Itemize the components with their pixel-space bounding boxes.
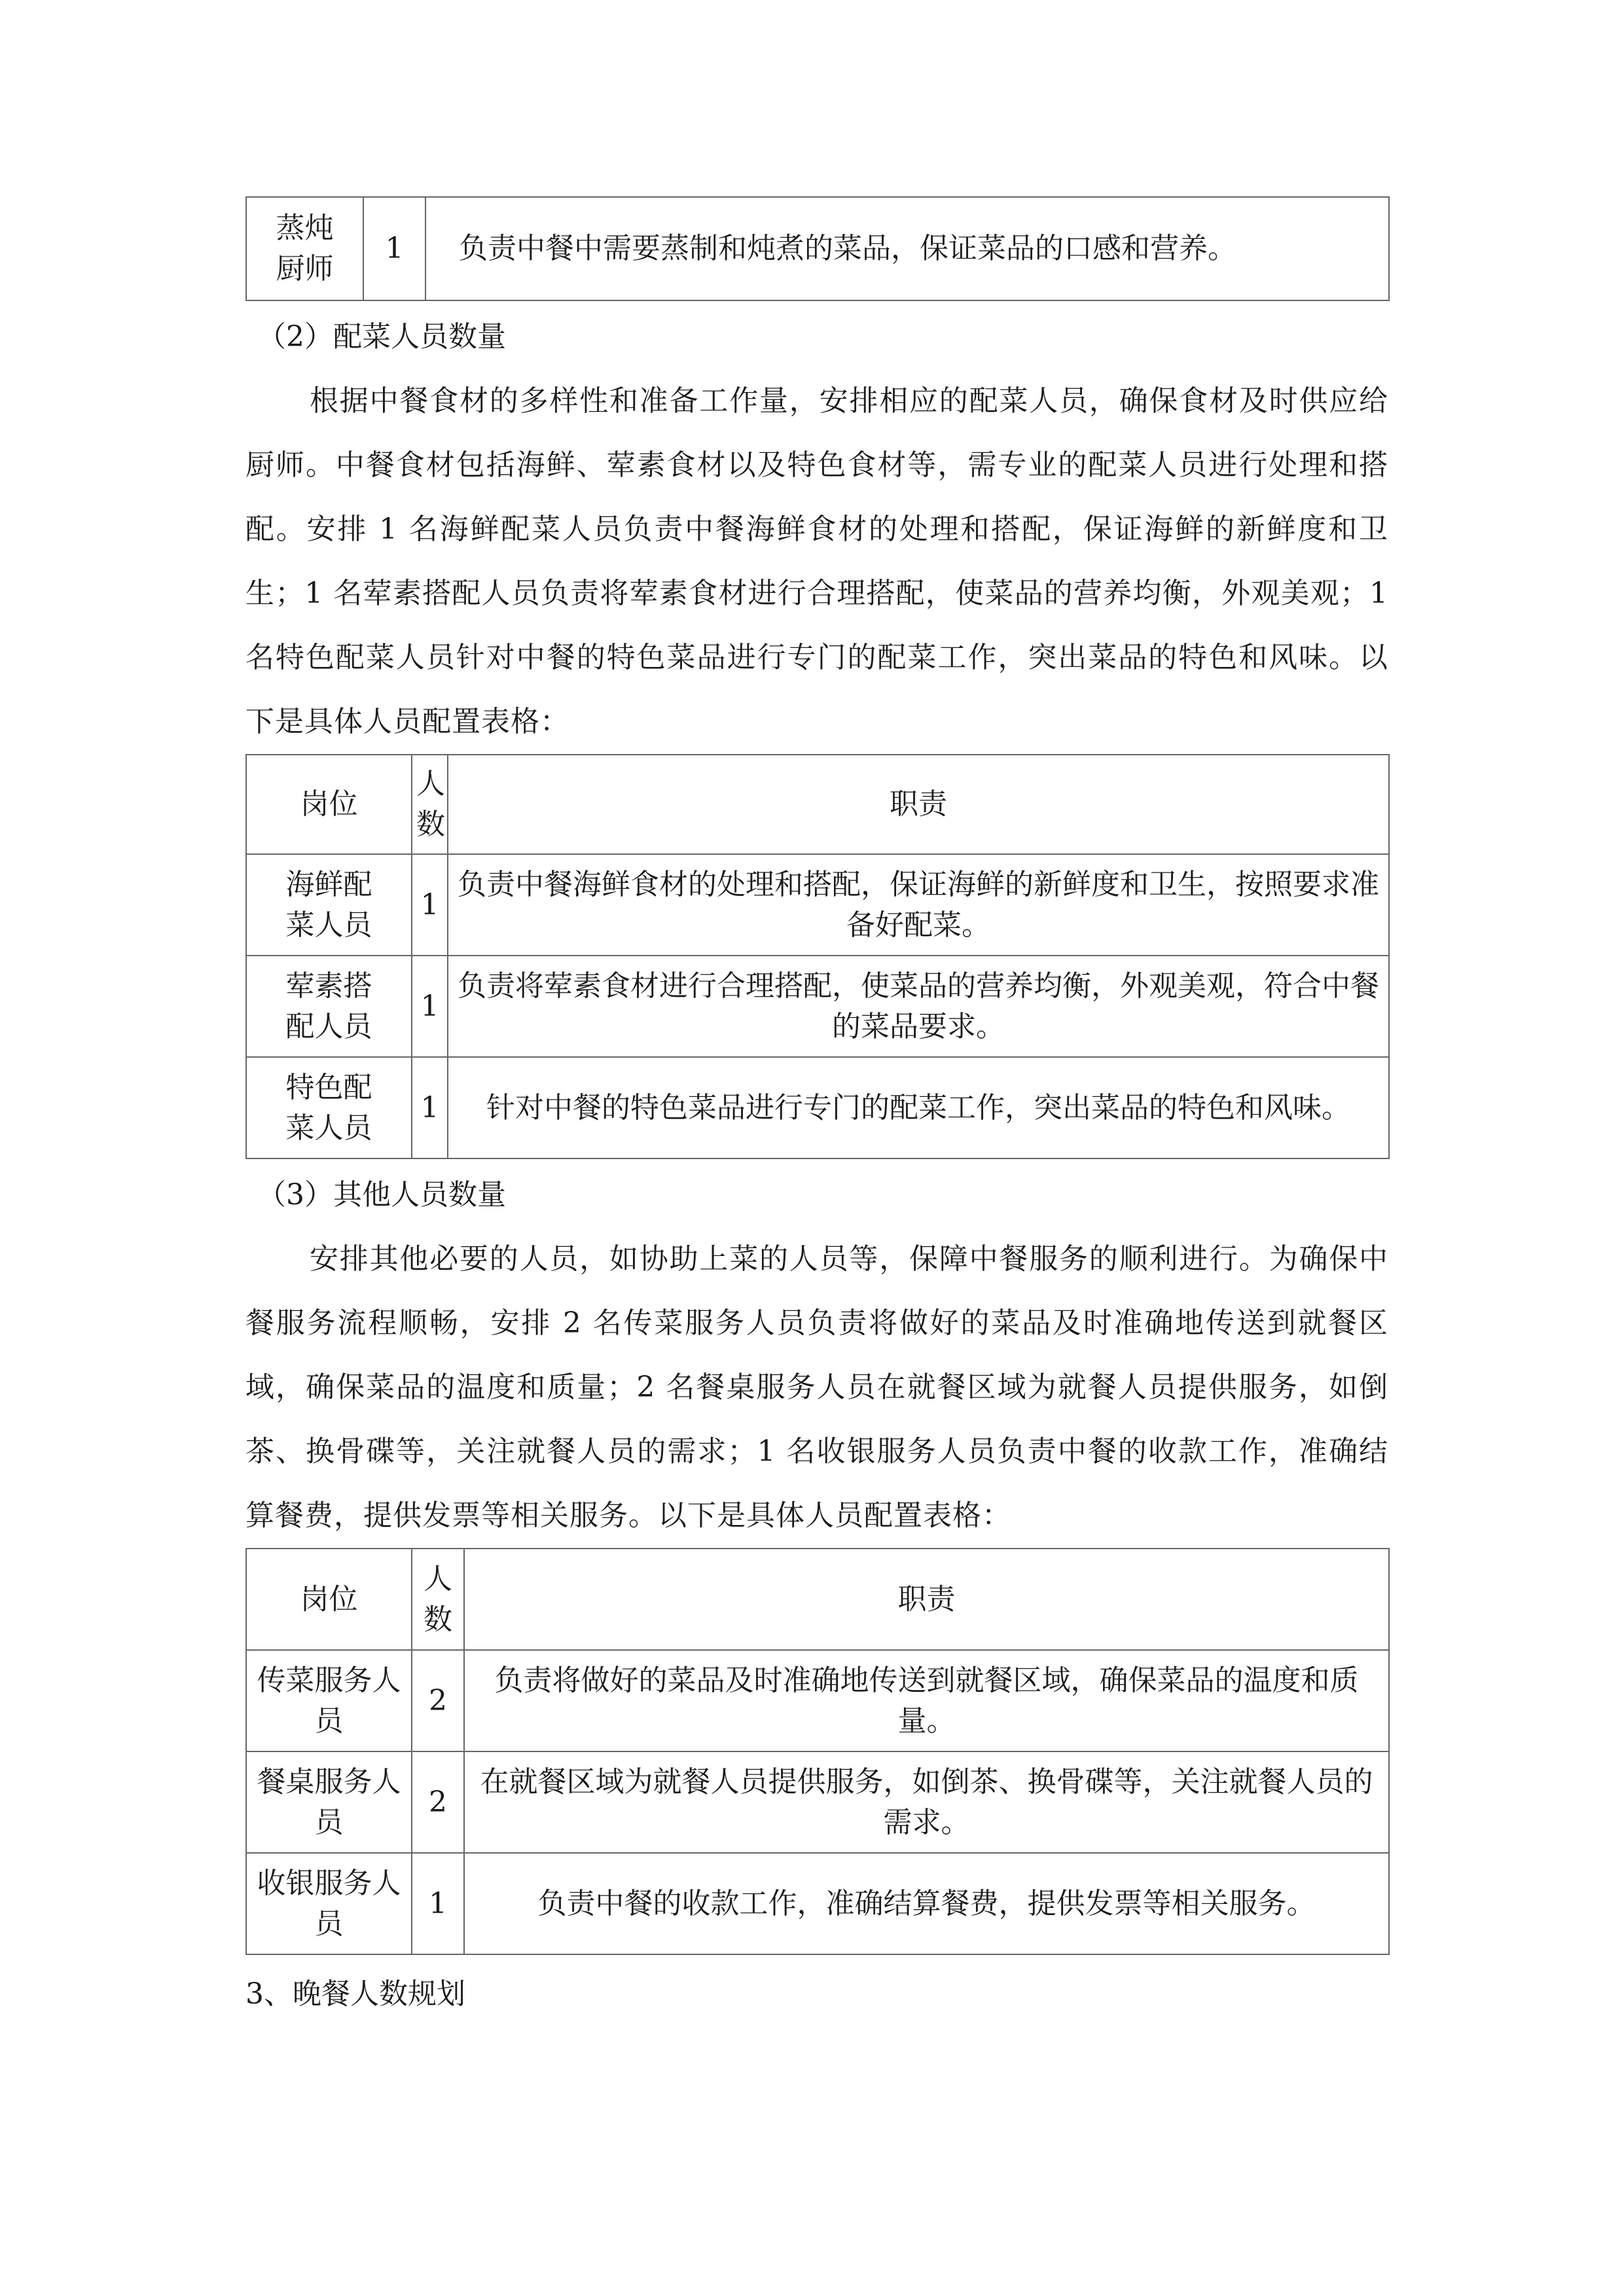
role-cell: 特色配菜人员 <box>246 1057 412 1158</box>
duty-cell: 负责中餐海鲜食材的处理和搭配，保证海鲜的新鲜度和卫生，按照要求准备好配菜。 <box>448 854 1389 956</box>
table-row <box>246 1853 1389 1954</box>
header-count: 人数 <box>412 1549 464 1650</box>
count-cell: 2 <box>412 1751 464 1853</box>
section-heading-other-staff: （3）其他人员数量 <box>257 1178 506 1211</box>
duty-cell: 负责将做好的菜品及时准确地传送到就餐区域，确保菜品的温度和质量。 <box>464 1650 1389 1751</box>
count-cell: 1 <box>412 1853 464 1954</box>
section-heading-side-dish-staff: （2）配菜人员数量 <box>257 320 506 353</box>
header-role: 岗位 <box>246 1549 412 1650</box>
header-count: 人数 <box>412 755 448 854</box>
paragraph-other-staff: 安排其他必要的人员，如协助上菜的人员等，保障中餐服务的顺利进行。为确保中餐服务流程顺畅，安排 2 名传菜服务人员负责将做好的菜品及时准确地传送到就餐区域，确保菜品的温度和质量；2 名餐桌服务人员在就餐区域为就餐人员提供服务，如倒茶、换骨碟等，关注就餐人员的需求；1 名收银服务人员负责中餐的收款工作，准确结算餐费，提供发票等相关服务。以下是具体人员配置表格： <box>245 1242 1388 1532</box>
count-cell: 1 <box>412 956 448 1057</box>
document-page <box>245 196 1388 2027</box>
section-heading-dinner-planning: 3、晚餐人数规划 <box>245 1977 465 2011</box>
table-header-row <box>246 755 1389 854</box>
duty-cell: 负责中餐的收款工作，准确结算餐费，提供发票等相关服务。 <box>464 1853 1389 1954</box>
role-cell: 蒸炖厨师 <box>246 197 363 300</box>
table-row <box>246 956 1389 1057</box>
header-duty: 职责 <box>464 1549 1389 1650</box>
count-cell: 1 <box>363 197 425 300</box>
paragraph-side-dish-staff: 根据中餐食材的多样性和准备工作量，安排相应的配菜人员，确保食材及时供应给厨师。中餐食材包括海鲜、荤素食材以及特色食材等，需专业的配菜人员进行处理和搭配。安排 1 名海鲜配菜人员负责中餐海鲜食材的处理和搭配，保证海鲜的新鲜度和卫生；1 名荤素搭配人员负责将荤素食材进行合理搭配，使菜品的营养均衡，外观美观；1 名特色配菜人员针对中餐的特色菜品进行专门的配菜工作，突出菜品的特色和风味。以下是具体人员配置表格： <box>245 384 1388 738</box>
side-dish-staff-table <box>245 754 1390 1159</box>
count-cell: 2 <box>412 1650 464 1751</box>
count-cell: 1 <box>412 1057 448 1158</box>
header-duty: 职责 <box>448 755 1389 854</box>
table-row <box>246 1057 1389 1158</box>
role-cell: 收银服务人员 <box>246 1853 412 1954</box>
role-cell: 荤素搭配人员 <box>246 956 412 1057</box>
table-header-row <box>246 1549 1389 1650</box>
table-row <box>246 1751 1389 1853</box>
duty-cell: 针对中餐的特色菜品进行专门的配菜工作，突出菜品的特色和风味。 <box>448 1057 1389 1158</box>
duty-cell: 负责中餐中需要蒸制和炖煮的菜品，保证菜品的口感和营养。 <box>425 197 1389 300</box>
duty-cell: 在就餐区域为就餐人员提供服务，如倒茶、换骨碟等，关注就餐人员的需求。 <box>464 1751 1389 1853</box>
role-cell: 传菜服务人员 <box>246 1650 412 1751</box>
role-cell: 餐桌服务人员 <box>246 1751 412 1853</box>
table-row <box>246 1650 1389 1751</box>
other-staff-table <box>245 1548 1390 1955</box>
header-role: 岗位 <box>246 755 412 854</box>
table-row <box>246 854 1389 956</box>
role-cell: 海鲜配菜人员 <box>246 854 412 956</box>
count-cell: 1 <box>412 854 448 956</box>
duty-cell: 负责将荤素食材进行合理搭配，使菜品的营养均衡，外观美观，符合中餐的菜品要求。 <box>448 956 1389 1057</box>
table-row <box>246 197 1389 300</box>
steam-chef-table <box>245 196 1390 301</box>
